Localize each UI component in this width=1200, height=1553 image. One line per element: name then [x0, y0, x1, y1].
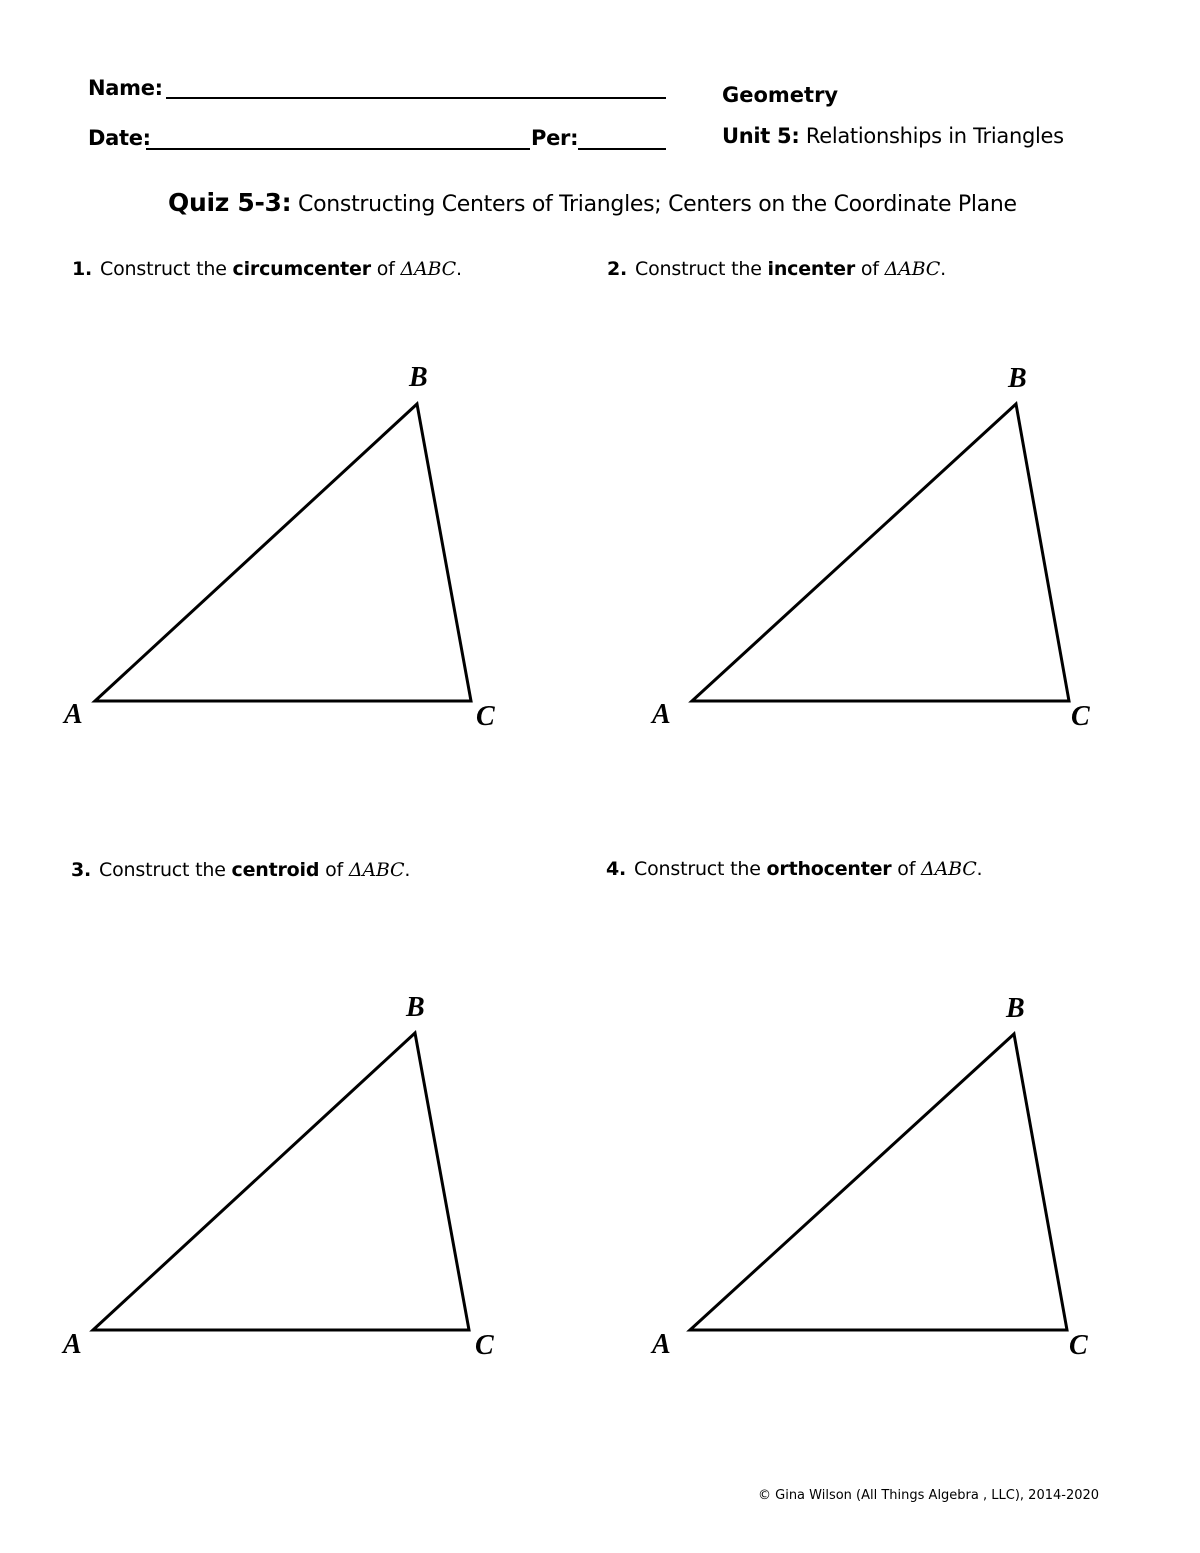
period-label: Per:	[531, 126, 579, 150]
question-lead: Construct the	[635, 258, 768, 280]
triangle-name: ΔABC	[348, 859, 405, 881]
course-title: Geometry	[722, 83, 839, 107]
question-end: .	[976, 858, 983, 880]
vertex-c-label: C	[476, 701, 495, 732]
triangle-3	[93, 1033, 469, 1330]
question-end: .	[940, 258, 946, 280]
question-keyword: centroid	[231, 859, 320, 881]
quiz-number: Quiz 5-3:	[168, 188, 292, 217]
vertex-b-label: B	[1006, 993, 1025, 1024]
vertex-a-label: A	[64, 699, 83, 730]
vertex-c-label: C	[1069, 1330, 1088, 1361]
question-number: 4.	[606, 858, 627, 880]
vertex-b-label: B	[1008, 363, 1027, 394]
question-of: of	[855, 258, 885, 280]
question-lead: Construct the	[100, 258, 233, 280]
vertex-c-label: C	[1071, 701, 1090, 732]
question-lead: Construct the	[99, 859, 232, 881]
triangle-name: ΔABC	[921, 858, 977, 880]
question-of: of	[319, 859, 349, 881]
unit-title: Relationships in Triangles	[805, 124, 1064, 148]
question-keyword: incenter	[767, 258, 856, 280]
question-lead: Construct the	[634, 858, 767, 880]
question-keyword: orthocenter	[766, 858, 892, 880]
vertex-a-label: A	[63, 1329, 82, 1360]
vertex-c-label: C	[475, 1330, 494, 1361]
triangle-name: ΔABC	[884, 258, 941, 280]
vertex-b-label: B	[406, 992, 425, 1023]
triangle-1	[95, 404, 471, 701]
copyright-footer: © Gina Wilson (All Things Algebra , LLC), 2014-2020	[758, 1488, 1100, 1503]
date-label: Date:	[88, 126, 151, 150]
question-keyword: circumcenter	[232, 258, 371, 280]
vertex-a-label: A	[652, 699, 671, 730]
question-end: .	[456, 258, 462, 280]
question-number: 3.	[71, 859, 92, 881]
question-end: .	[404, 859, 411, 881]
unit-prefix: Unit 5:	[722, 124, 800, 148]
triangle-name: ΔABC	[400, 258, 456, 280]
question-of: of	[370, 258, 401, 280]
triangle-4	[690, 1034, 1067, 1330]
quiz-subtitle: Constructing Centers of Triangles; Centers on the Coordinate Plane	[298, 192, 1017, 217]
question-of: of	[891, 858, 922, 880]
triangle-2	[692, 404, 1069, 701]
vertex-a-label: A	[652, 1329, 671, 1360]
question-number: 2.	[607, 258, 628, 280]
vertex-b-label: B	[409, 362, 428, 393]
name-label: Name:	[88, 76, 163, 100]
question-number: 1.	[72, 258, 93, 280]
